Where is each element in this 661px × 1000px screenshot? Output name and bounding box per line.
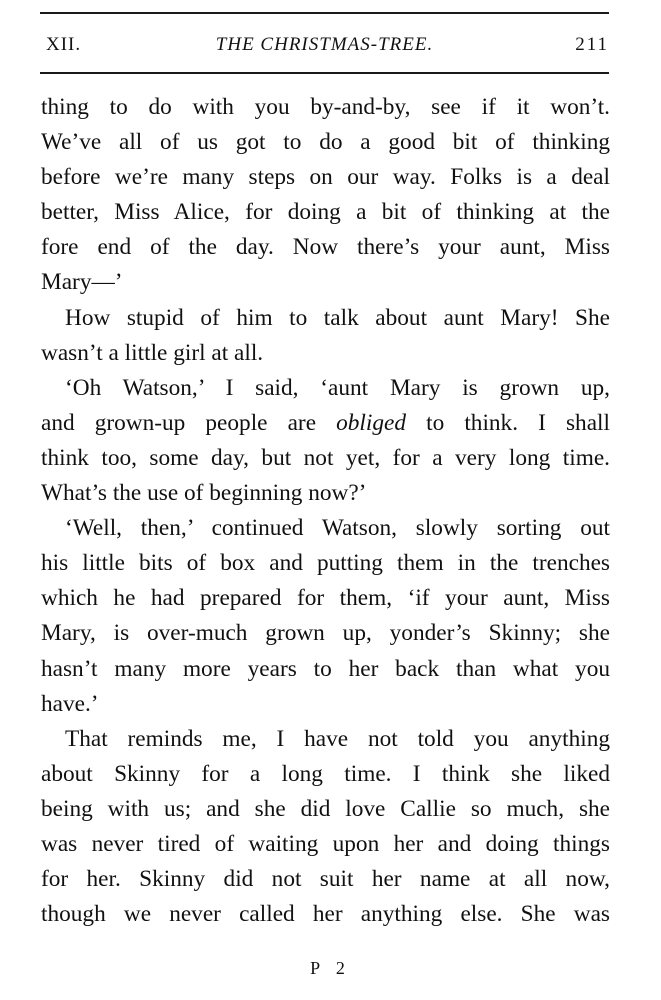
chapter-title: THE CHRISTMAS-TREE. bbox=[215, 34, 434, 55]
text-line: was never tired of waiting upon her and doing things bbox=[41, 830, 610, 857]
text-line: We’ve all of us got to do a good bit of thinking bbox=[41, 129, 610, 156]
chapter-number: XII. bbox=[46, 34, 82, 55]
header-rule bbox=[40, 72, 609, 74]
page-number: 211 bbox=[575, 34, 609, 55]
text-line: Mary—’ bbox=[41, 269, 123, 296]
text-line: thing to do with you by-and-by, see if it won’t. bbox=[41, 94, 610, 120]
text-line: being with us; and she did love Callie so much, she bbox=[41, 795, 610, 822]
text-line: for her. Skinny did not suit her name at all now, bbox=[41, 866, 610, 893]
text-line: How stupid of him to talk about aunt Mary! She bbox=[65, 304, 610, 331]
text-line: wasn’t a little girl at all. bbox=[41, 339, 264, 366]
text-fragment: and grown-up people are bbox=[41, 409, 337, 436]
text-line: fore end of the day. Now there’s your aunt, Miss bbox=[41, 234, 610, 261]
text-line: about Skinny for a long time. I think she liked bbox=[41, 760, 610, 787]
text-line: think too, some day, but not yet, for a very long time. bbox=[41, 444, 610, 471]
text-line bbox=[41, 406, 610, 441]
text-line: have.’ bbox=[41, 690, 99, 717]
text-line: though we never called her anything else. She was bbox=[41, 901, 610, 928]
text-line: hasn’t many more years to her back than what you bbox=[41, 655, 610, 682]
text-line: before we’re many steps on our way. Folks is a deal bbox=[41, 164, 610, 191]
text-fragment: to think. I shall bbox=[406, 409, 610, 436]
text-line: ‘Oh Watson,’ I said, ‘aunt Mary is grown up, bbox=[65, 374, 610, 401]
body-text bbox=[41, 90, 610, 932]
text-line: What’s the use of beginning now?’ bbox=[41, 480, 367, 507]
text-line: which he had prepared for them, ‘if your aunt, Miss bbox=[41, 585, 610, 612]
text-line: That reminds me, I have not told you anything bbox=[65, 725, 610, 752]
text-line: Mary, is over-much grown up, yonder’s Skinny; she bbox=[41, 620, 610, 647]
italic-word: obliged bbox=[336, 409, 407, 436]
running-head bbox=[40, 34, 609, 60]
signature-mark: P 2 bbox=[310, 958, 351, 978]
text-line: his little bits of box and putting them in the trenches bbox=[41, 550, 610, 577]
text-line: ‘Well, then,’ continued Watson, slowly sorting out bbox=[65, 515, 610, 542]
text-line: better, Miss Alice, for doing a bit of thinking at the bbox=[41, 199, 610, 226]
top-rule bbox=[40, 12, 609, 14]
